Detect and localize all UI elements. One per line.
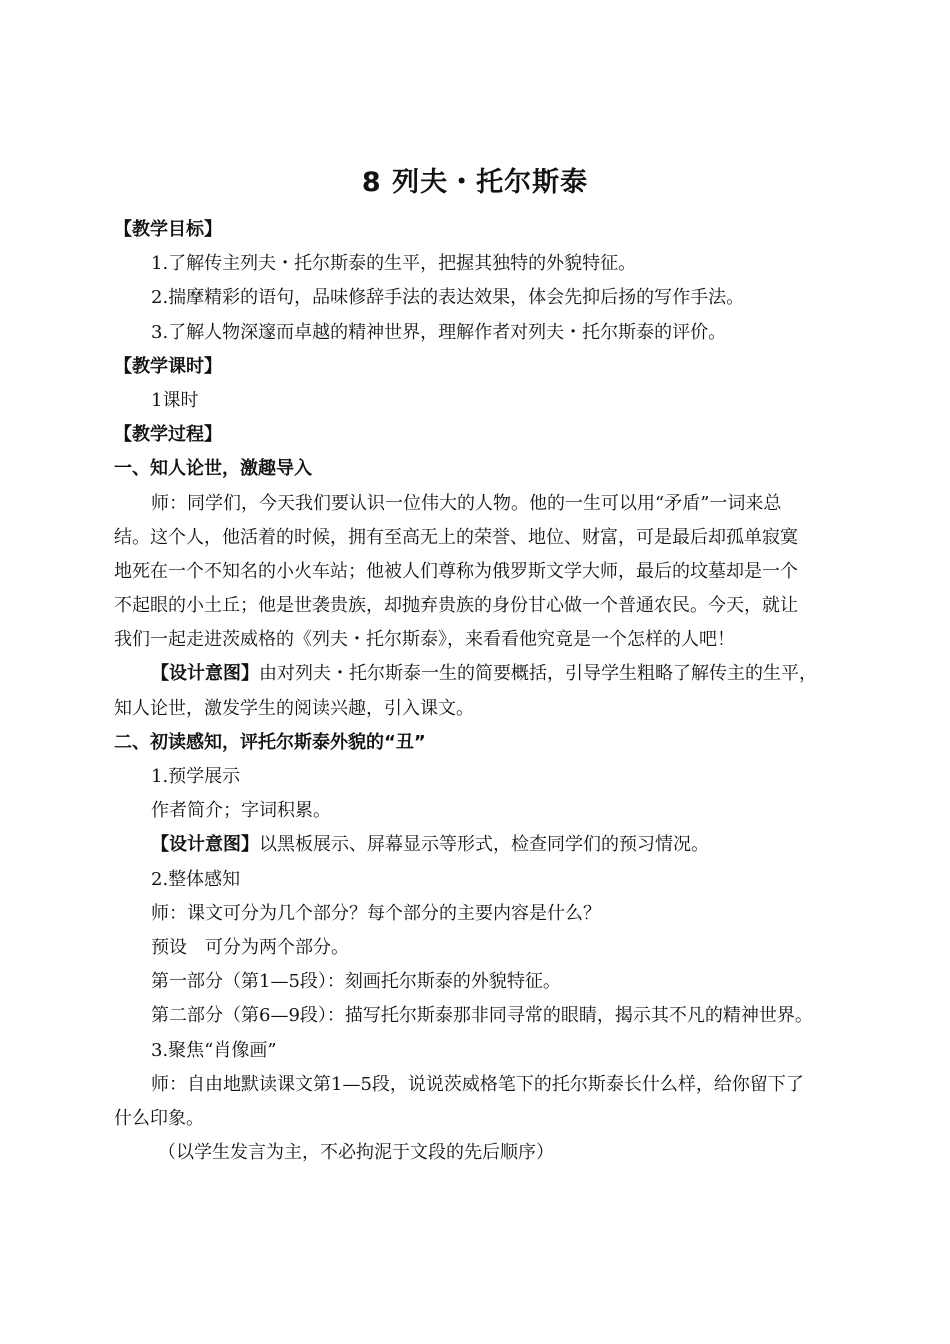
- teacher-note: （以学生发言为主，不必拘泥于文段的先后顺序）: [158, 1142, 554, 1164]
- section-1: 第一部分（第1—5段）：刻画托尔斯泰的外貌特征。: [151, 971, 561, 993]
- paragraph-line: 我们一起走进茨威格的《列夫・托尔斯泰》，来看看他究竟是一个怎样的人吧！: [114, 629, 735, 651]
- part1-intro-paragraph: [114, 487, 862, 658]
- process-heading: 【教学过程】: [114, 424, 222, 446]
- goal-item-2: 2.揣摩精彩的语句，品味修辞手法的表达效果，体会先抑后扬的写作手法。: [151, 287, 745, 309]
- goal-item-1: 1.了解传主列夫・托尔斯泰的生平，把握其独特的外貌特征。: [151, 253, 637, 275]
- part2-sub2: 2.整体感知: [151, 868, 241, 890]
- paragraph-line: 师：自由地默读课文第1—5段，说说茨威格笔下的托尔斯泰长什么样，给你留下了: [151, 1073, 804, 1095]
- design-intent-text: 由对列夫・托尔斯泰一生的简要概括，引导学生粗略了解传主的生平，: [259, 663, 817, 685]
- part2-design-intent: [114, 828, 862, 862]
- part1-design-intent: [114, 657, 862, 725]
- paragraph-line: 结。这个人，他活着的时候，拥有至高无上的荣誉、地位、财富，可是最后却孤单寂寞: [114, 526, 798, 548]
- paragraph-line: 师：同学们，今天我们要认识一位伟大的人物。他的一生可以用“矛盾”一词来总: [151, 492, 782, 514]
- design-intent-text: 知人论世，激发学生的阅读兴趣，引入课文。: [114, 697, 474, 719]
- paragraph-line: 不起眼的小土丘；他是世袭贵族，却抛弃贵族的身份甘心做一个普通农民。今天，就让: [114, 595, 798, 617]
- part1-heading: 一、知人论世，激趣导入: [114, 458, 312, 480]
- design-intent-tag: 【设计意图】: [151, 663, 259, 685]
- design-intent-text: 以黑板展示、屏幕显示等形式，检查同学们的预习情况。: [259, 834, 709, 856]
- part2-sub1: 1.预学展示: [151, 766, 241, 787]
- part2-sub3: 3.聚焦“肖像画”: [151, 1039, 277, 1061]
- page-title: 8 列夫・托尔斯泰: [361, 167, 589, 198]
- paragraph-line: 什么印象。: [114, 1107, 204, 1129]
- hours-heading: 【教学课时】: [114, 355, 222, 377]
- goals-heading: 【教学目标】: [114, 219, 222, 240]
- preset-answer: 预设 可分为两个部分。: [151, 936, 349, 958]
- part2-heading: 二、初读感知，评托尔斯泰外貌的“丑”: [114, 731, 426, 753]
- design-intent-tag: 【设计意图】: [151, 834, 259, 856]
- section-2: 第二部分（第6—9段）：描写托尔斯泰那非同寻常的眼睛，揭示其不凡的精神世界。: [151, 1005, 813, 1027]
- paragraph-line: 地死在一个不知名的小火车站；他被人们尊称为俄罗斯文学大师，最后的坟墓却是一个: [114, 560, 798, 582]
- part2-sub1-text: 作者简介；字词积累。: [151, 800, 331, 822]
- question-2: [114, 1068, 862, 1136]
- document-body: [114, 213, 862, 1170]
- hours-text: 1课时: [151, 389, 199, 411]
- goal-item-3: 3.了解人物深邃而卓越的精神世界，理解作者对列夫・托尔斯泰的评价。: [151, 321, 727, 343]
- question-1: 师：课文可分为几个部分？每个部分的主要内容是什么？: [151, 902, 601, 924]
